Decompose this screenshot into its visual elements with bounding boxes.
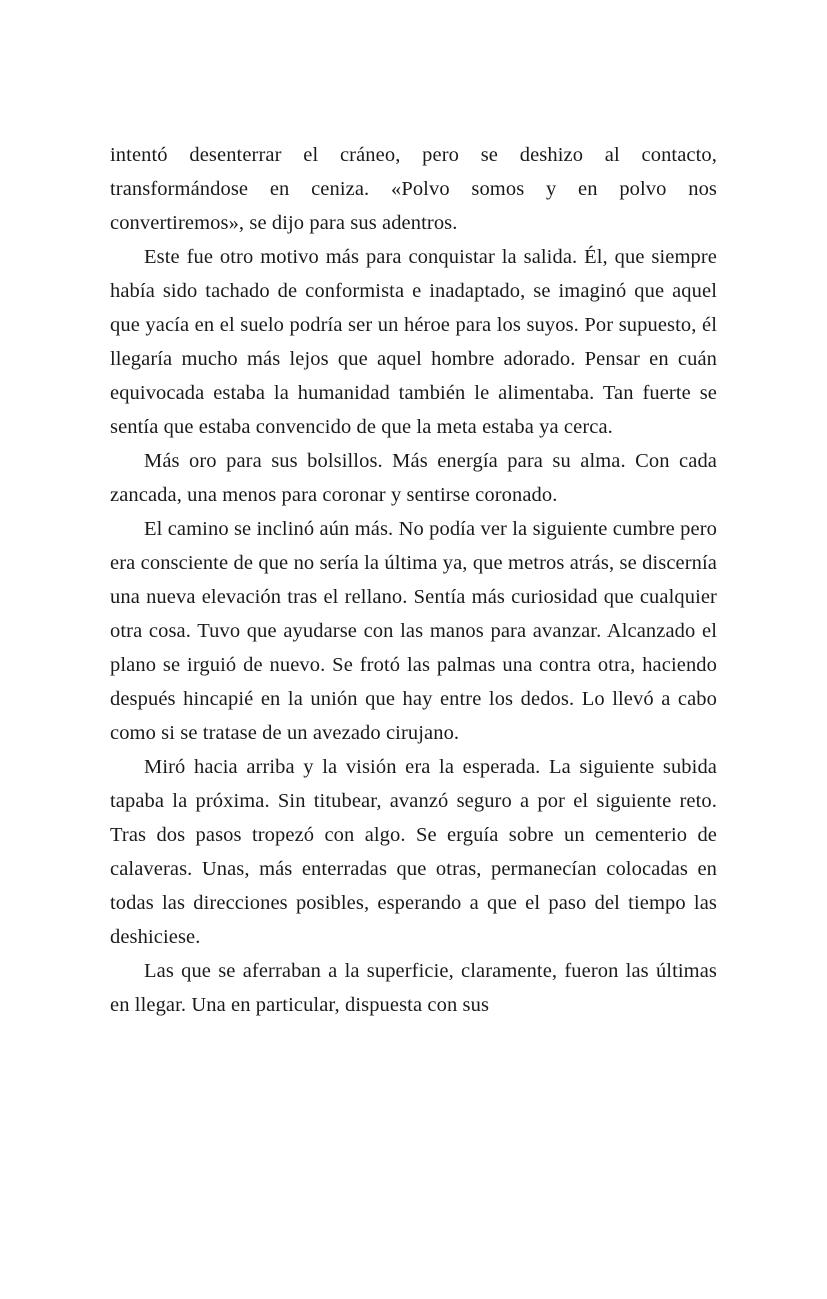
page-text-block <box>110 138 717 1022</box>
paragraph-1: intentó desenterrar el cráneo, pero se deshizo al contacto, transformándose en ceniza. «Polvo somos y en polvo nos convertiremos», se dijo para sus adentros. <box>110 144 717 234</box>
paragraph-4: El camino se inclinó aún más. No podía ver la siguiente cumbre pero era consciente de que no sería la última ya, que metros atrás, se discernía una nueva elevación tras el rellano. Sentía más curiosidad que cualquier otra cosa. Tuvo que ayudarse con las manos para avanzar. Alcanzado el plano se irguió de nuevo. Se frotó las palmas una contra otra, haciendo después hincapié en la unión que hay entre los dedos. Lo llevó a cabo como si se tratase de un avezado cirujano. <box>110 518 717 744</box>
paragraph-6: Las que se aferraban a la superficie, claramente, fueron las últimas en llegar. Una en particular, dispuesta con sus <box>110 960 717 1016</box>
paragraph-3: Más oro para sus bolsillos. Más energía para su alma. Con cada zancada, una menos para coronar y sentirse coronado. <box>110 450 717 506</box>
paragraph-5: Miró hacia arriba y la visión era la esperada. La siguiente subida tapaba la próxima. Sin titubear, avanzó seguro a por el siguiente reto. Tras dos pasos tropezó con algo. Se erguía sobre un cementerio de calaveras. Unas, más enterradas que otras, permanecían colocadas en todas las direcciones posibles, esperando a que el paso del tiempo las deshiciese. <box>110 756 717 948</box>
paragraph-2: Este fue otro motivo más para conquistar la salida. Él, que siempre había sido tachado de conformista e inadaptado, se imaginó que aquel que yacía en el suelo podría ser un héroe para los suyos. Por supuesto, él llegaría mucho más lejos que aquel hombre adorado. Pensar en cuán equivocada estaba la humanidad también le alimentaba. Tan fuerte se sentía que estaba convencido de que la meta estaba ya cerca. <box>110 246 717 438</box>
